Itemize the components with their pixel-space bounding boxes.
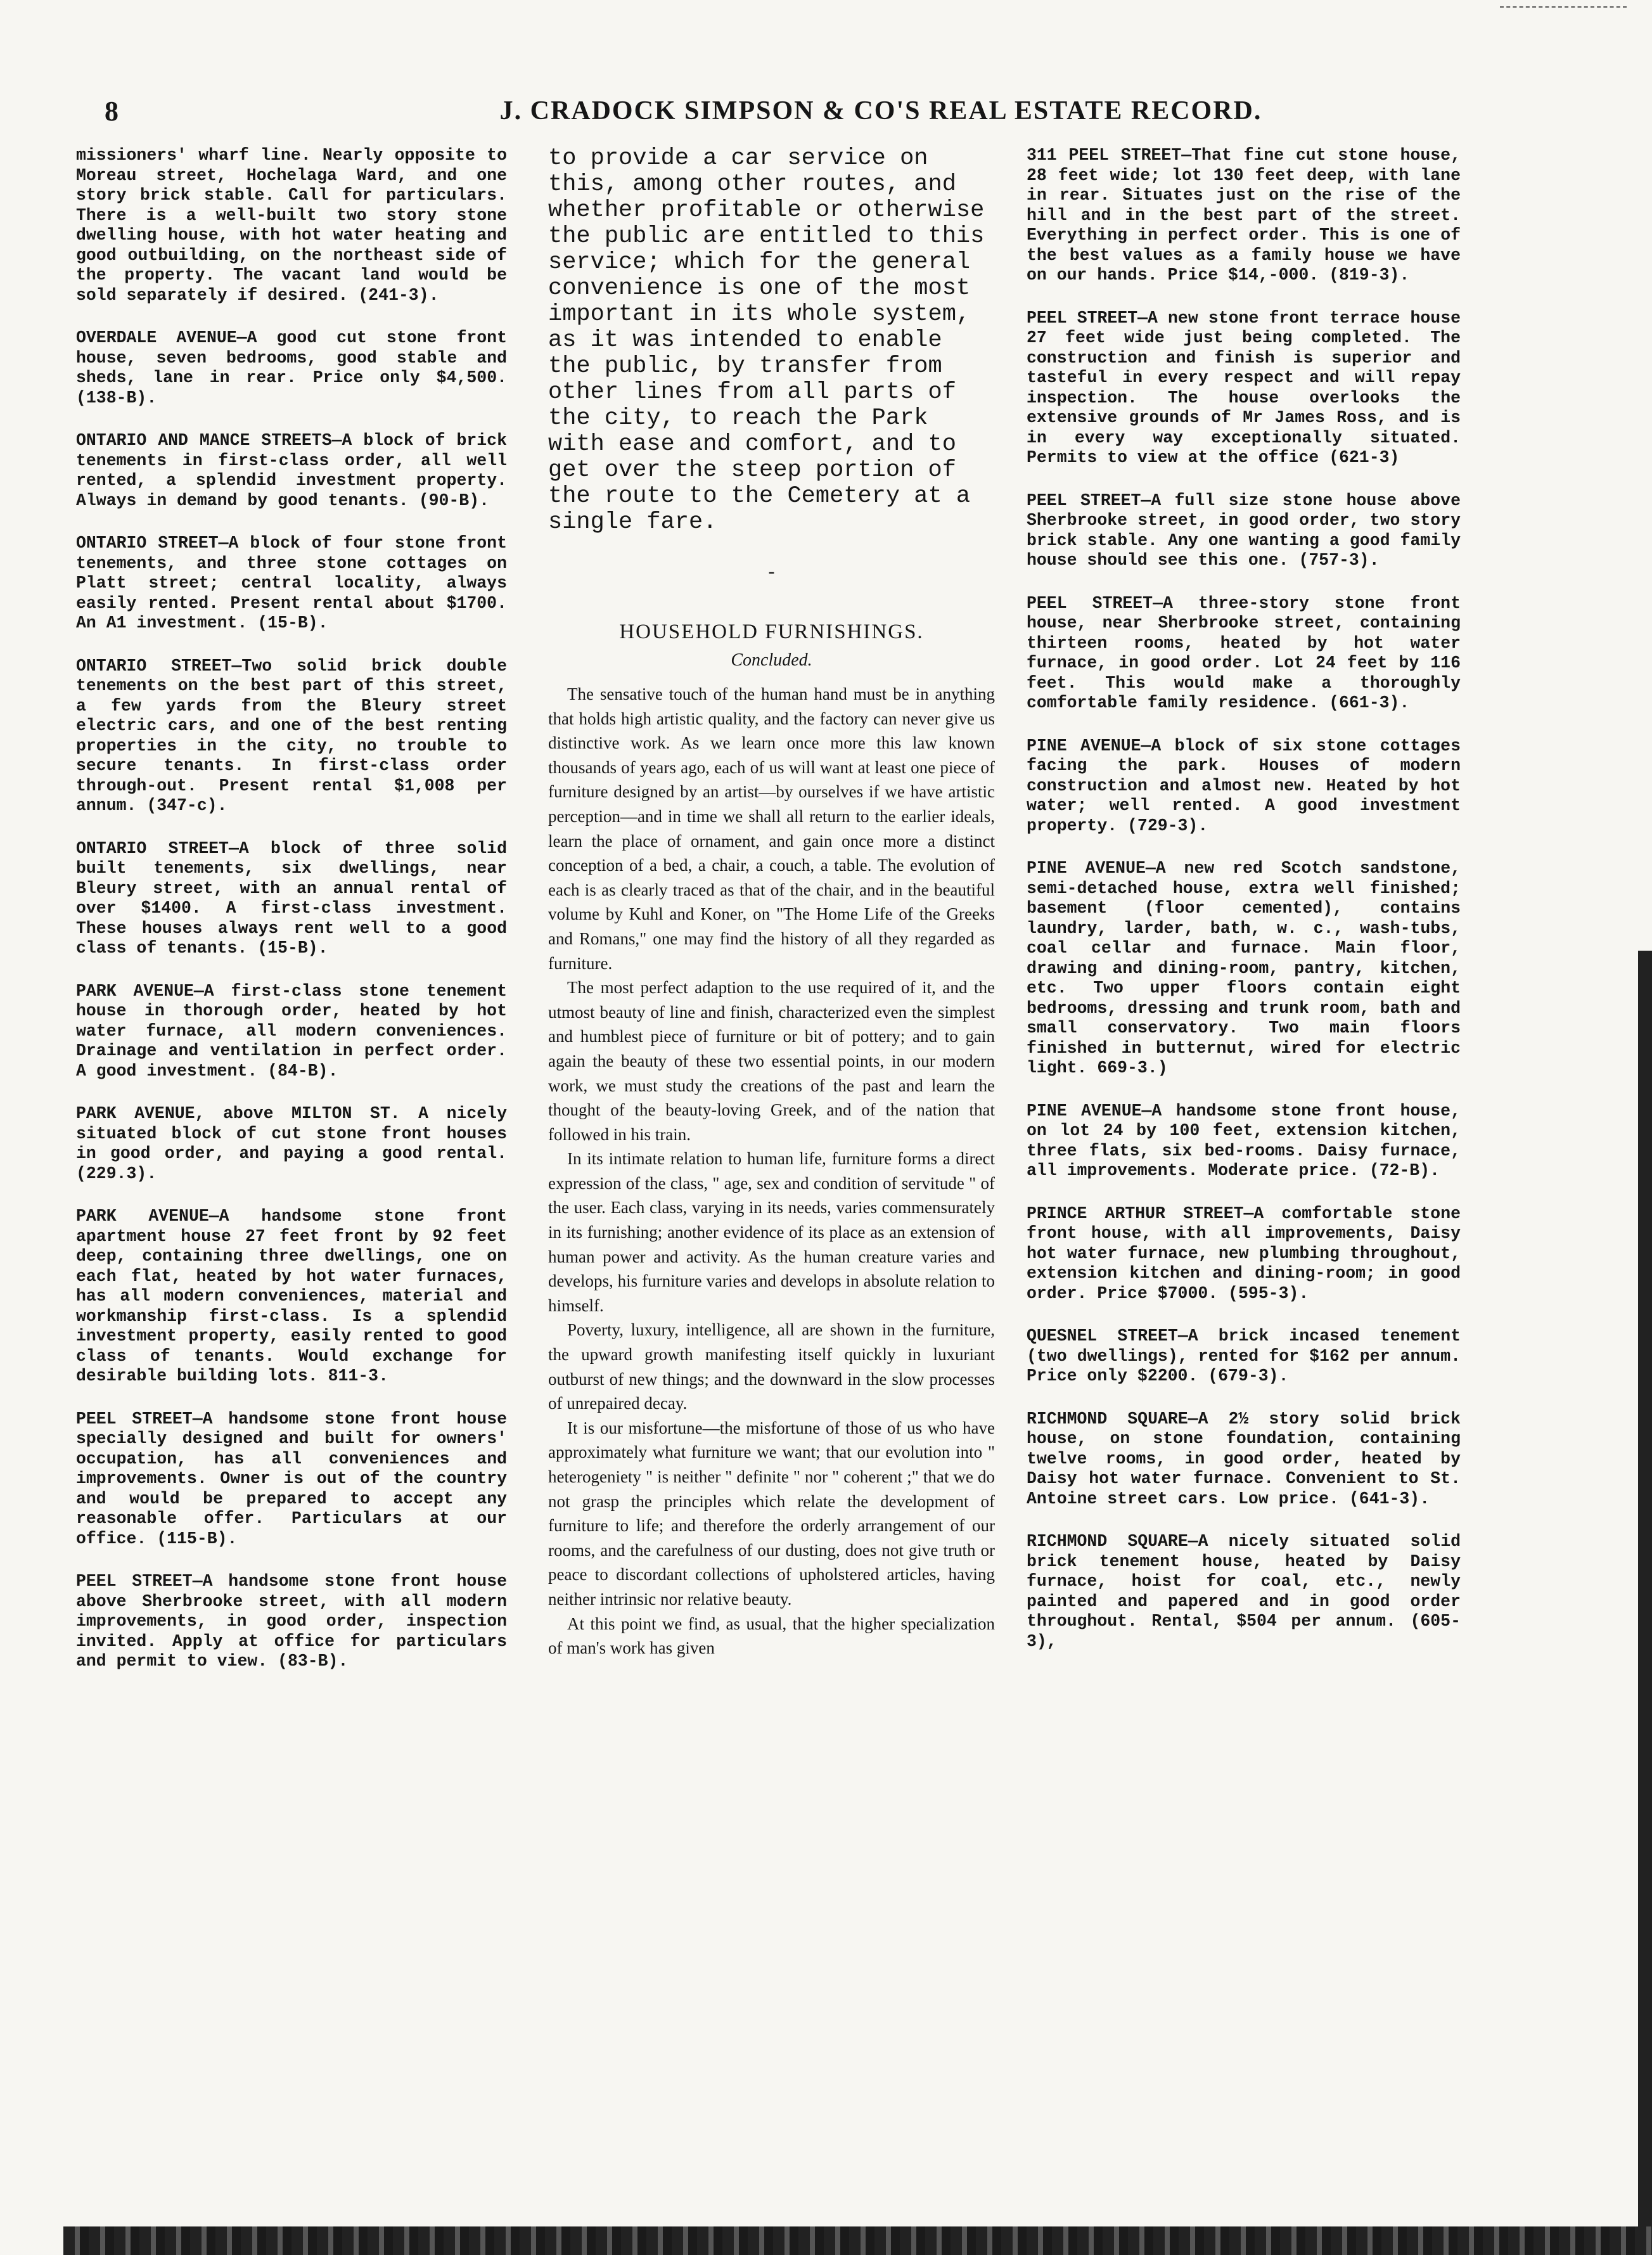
listing-entry: RICHMOND SQUARE—A 2½ story solid brick house, on stone foundation, containing twelve rooms, in good order, heated by Daisy hot water furnace. Convenient to St. Antoine street cars. Low price. (641-3).	[1027, 1409, 1461, 1508]
listing-entry: PARK AVENUE, above MILTON ST. A nicely situated block of cut stone front houses in good order, and paying a good rental. (229.3).	[76, 1104, 507, 1183]
listing-entry: ONTARIO STREET—A block of four stone front tenements, and three stone cottages on Platt street; central locality, always easily rented. Present rental about $1700. An A1 investment. (15-B).	[76, 534, 507, 633]
listing-entry: ONTARIO STREET—A block of three solid built tenements, six dwellings, near Bleury street, with an annual rental of over $1400. A first-class investment. These houses always rent well to a good class of tenants. (15-B).	[76, 838, 507, 958]
listing-entry: 311 PEEL STREET—That fine cut stone house, 28 feet wide; lot 130 feet deep, with lane in rear. Situates just on the rise of the hill and in the best part of the street. Everything in perfect order. This is one of the best values as a family house we have on our hands. Price $14,-000. (819-3).	[1027, 146, 1461, 285]
page-number: 8	[105, 95, 118, 127]
section-divider: -	[768, 561, 775, 582]
article-paragraph: Poverty, luxury, intelligence, all are shown in the furniture, the upward growth manifesting itself quickly in luxuriant outburst of new things; and the downward in the slow processes of unrepaired decay.	[548, 1320, 995, 1413]
article-paragraph: The sensative touch of the human hand must be in anything that holds high artistic quality, and the factory can never give us distinctive work. As we learn once more this law known thousands of years ago, each of us will want at least one piece of furniture designed by an artist—by ourselves if we have artistic perception—and in time we shall all return to the earlier ideals, learn the place of ornament, and gain once more a distinct conception of a bed, a chair, a couch, a table. The evolution of each is as clearly traced as that of the chair, and in the beautiful volume by Kuhl and Koner, on "The Home Life of the Greeks and Romans," one may find the history of all they regarded as furniture.	[548, 684, 995, 973]
listing-entry: PINE AVENUE—A new red Scotch sandstone, semi-detached house, extra well finished; basement (floor cemented), contains laundry, larder, bath, w. c., wash-tubs, coal cellar and furnace. Main floor, drawing and dining-room, pantry, kitchen, etc. Two upper floors contain eight bedrooms, dressing and trunk room, bath and small conservatory. Two main floors finished in butternut, wired for electric light. 669-3.)	[1027, 859, 1461, 1077]
column-right	[1027, 146, 1461, 1674]
section-title: HOUSEHOLD FURNISHINGS.	[619, 620, 924, 643]
column-middle	[548, 146, 995, 1661]
article-paragraph: It is our misfortune—the misfortune of those of us who have approximately what furniture we want; that our evolution into " heterogeniety " is neither " definite " nor " coherent ;" that we do not grasp the principles which relate the development of furniture to life; and therefore the orderly arrangement of our rooms, and the carefulness of our dusting, does not give truth or peace to discordant collections of upholstered articles, having neither intrinsic nor relative beauty.	[548, 1418, 995, 1609]
listing-entry: PARK AVENUE—A first-class stone tenement house in thorough order, heated by hot water furnace, all modern conveniences. Drainage and ventilation in perfect order. A good investment. (84-B).	[76, 981, 507, 1081]
article-paragraph: The most perfect adaption to the use required of it, and the utmost beauty of line and finish, characterized even the simplest and humblest piece of furniture or bit of pottery; and to gain again the beauty of these two essential points, in our modern work, we must study the creations of the past and learn the thought of the beauty-loving Greek, and of the nation that followed in his train.	[548, 978, 995, 1144]
lede-paragraph: to provide a car service on this, among other routes, and whether profitable or otherwise the public are entitled to this service; which for the general convenience is one of the most important in its whole system, as it was intended to enable the public, by transfer from other lines from all parts of the city, to reach the Park with ease and comfort, and to get over the steep portion of the route to the Cemetery at a single fare.	[548, 145, 985, 536]
listing-entry: PINE AVENUE—A handsome stone front house, on lot 24 by 100 feet, extension kitchen, three flats, six bed-rooms. Daisy furnace, all improvements. Moderate price. (72-B).	[1027, 1101, 1461, 1180]
running-head: J. CRADOCK SIMPSON & CO'S REAL ESTATE RECORD.	[499, 96, 1262, 125]
listing-entry: OVERDALE AVENUE—A good cut stone front house, seven bedrooms, good stable and sheds, lane in rear. Price only $4,500. (138-B).	[76, 328, 507, 408]
listing-entry: PEEL STREET—A full size stone house above Sherbrooke street, in good order, two story brick stable. Any one wanting a good family house should see this one. (757-3).	[1027, 491, 1461, 570]
listing-entry: PEEL STREET—A new stone front terrace house 27 feet wide just being completed. The construction and finish is superior and tasteful in every respect and will repay inspection. The house overlooks the extensive grounds of Mr James Ross, and is in every way exceptionally situated. Permits to view at the office (621-3)	[1027, 308, 1461, 467]
listing-entry: ONTARIO AND MANCE STREETS—A block of brick tenements in first-class order, all well rented, a splendid investment property. Always in demand by good tenants. (90-B).	[76, 431, 507, 510]
page-header	[105, 92, 1581, 130]
listing-entry: PINE AVENUE—A block of six stone cottages facing the park. Houses of modern construction and almost new. Heated by hot water; well rented. A good investment property. (729-3).	[1027, 736, 1461, 835]
listing-entry: ONTARIO STREET—Two solid brick double tenements on the best part of this street, a few yards from the Bleury street electric cars, and one of the best renting properties in the city, no trouble to secure tenants. In first-class order through-out. Present rental $1,008 per annum. (347-c).	[76, 656, 507, 815]
article-paragraph: In its intimate relation to human life, furniture forms a direct expression of the class, " age, sex and condition of servitude " of the user. Each class, varying in its needs, varies commensurately in its furnishing; another evidence of its place as an extension of human power and activity. As the human creature varies and develops, his furniture varies and develops in absolute relation to himself.	[548, 1149, 995, 1315]
listing-entry: missioners' wharf line. Nearly opposite to Moreau street, Hochelaga Ward, and one story brick stable. Call for particulars. There is a well-built two story stone dwelling house, with hot water heating and good outbuilding, on the northeast side of the property. The vacant land would be sold separately if desired. (241-3).	[76, 146, 507, 305]
listing-entry: PRINCE ARTHUR STREET—A comfortable stone front house, with all improvements, Daisy hot water furnace, new plumbing throughout, extension kitchen and dining-room; in good order. Price $7000. (595-3).	[1027, 1204, 1461, 1303]
listing-entry: QUESNEL STREET—A brick incased tenement (two dwellings), rented for $162 per annum. Price only $2200. (679-3).	[1027, 1327, 1461, 1385]
column-left	[76, 146, 507, 1695]
scan-bottom-edge	[63, 2226, 1652, 2255]
listing-entry: PEEL STREET—A handsome stone front house above Sherbrooke street, with all modern improvements, in good order, inspection invited. Apply at office for particulars and permit to view. (83-B).	[76, 1572, 507, 1671]
listing-entry: PEEL STREET—A handsome stone front house specially designed and built for owners' occupation, has all conveniences and improvements. Owner is out of the country and would be prepared to accept any reasonable offer. Particulars at our office. (115-B).	[76, 1409, 507, 1548]
listing-entry: RICHMOND SQUARE—A nicely situated solid brick tenement house, heated by Daisy furnace, hoist for coal, etc., newly painted and papered and in good order throughout. Rental, $504 per annum. (605-3),	[1027, 1532, 1461, 1651]
scan-edge-shadow	[1638, 951, 1652, 2255]
listing-entry: PEEL STREET—A three-story stone front house, near Sherbrooke street, containing thirteen rooms, heated by hot water furnace, in good order. Lot 24 feet by 116 feet. This would make a thoroughly comfortable family residence. (661-3).	[1027, 593, 1461, 712]
scan-artifact-line	[1500, 6, 1627, 8]
listing-entry: PARK AVENUE—A handsome stone front apartment house 27 feet front by 92 feet deep, containing three dwellings, one on each flat, heated by hot water furnaces, has all modern conveniences, material and workmanship first-class. Is a splendid investment property, easily rented to good class of tenants. Would exchange for desirable building lots. 811-3.	[76, 1207, 507, 1385]
section-subtitle: Concluded.	[731, 650, 812, 670]
article-paragraph: At this point we find, as usual, that the higher specialization of man's work has given	[548, 1614, 995, 1658]
